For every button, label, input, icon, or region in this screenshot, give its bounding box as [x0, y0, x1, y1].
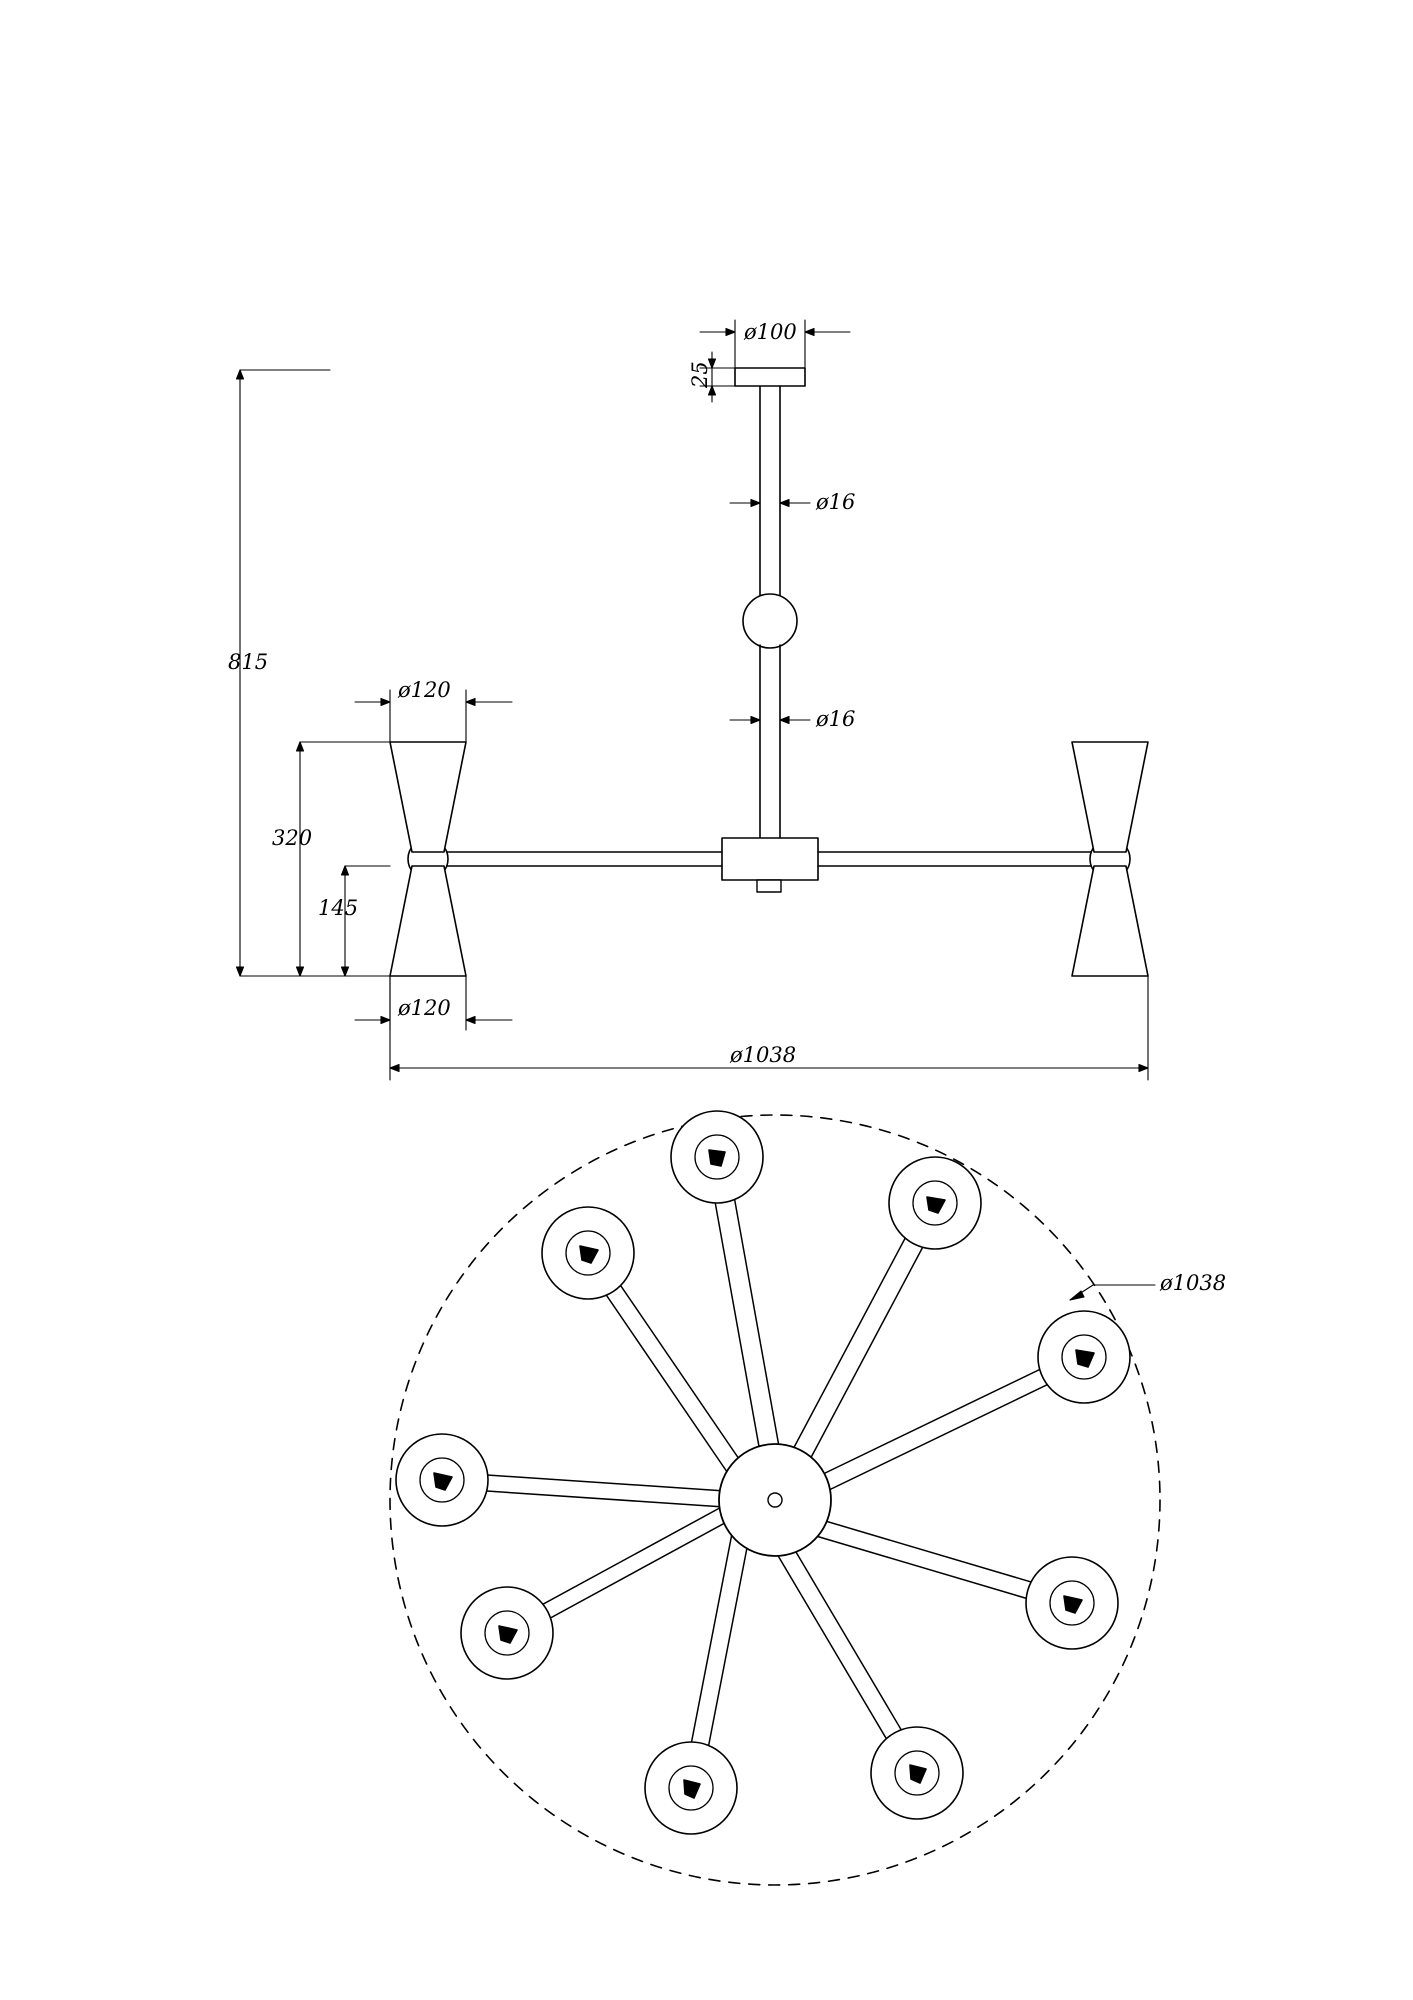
dim-shade-height: [297, 742, 391, 976]
dim-stem-upper-diameter: [730, 500, 810, 507]
dim-stem-lower-diameter: [730, 717, 810, 724]
plan-view: [390, 1111, 1160, 1885]
stem-upper: [760, 386, 780, 600]
dim-label-overall-diameter-plan: ø1038: [1160, 1271, 1227, 1295]
stem-lower: [760, 645, 780, 845]
dim-label-canopy-height: 25: [688, 361, 712, 388]
dim-label-shade-top-diameter: ø120: [398, 678, 451, 702]
shade-left: [390, 742, 466, 976]
dim-label-stem-upper-diameter: ø16: [816, 490, 856, 514]
dim-label-canopy-diameter: ø100: [744, 320, 797, 344]
canopy: [735, 368, 805, 386]
dim-label-stem-lower-diameter: ø16: [816, 707, 856, 731]
dim-shade-lower-height: [342, 866, 391, 976]
dim-label-overall-diameter-front: ø1038: [730, 1043, 797, 1067]
dim-label-shade-lower-height: 145: [318, 896, 359, 920]
arm-left: [418, 845, 722, 873]
dim-label-shade-bottom-diameter: ø120: [398, 996, 451, 1020]
dim-label-shade-height: 320: [272, 826, 313, 850]
dim-overall-diameter-plan: [1070, 1285, 1155, 1300]
arm-right: [818, 845, 1122, 873]
sphere-joint: [743, 594, 797, 648]
dim-label-overall-height: 815: [228, 650, 269, 674]
plan-hub: [719, 1444, 831, 1556]
shade-right: [1072, 742, 1148, 976]
central-hub: [722, 838, 818, 892]
